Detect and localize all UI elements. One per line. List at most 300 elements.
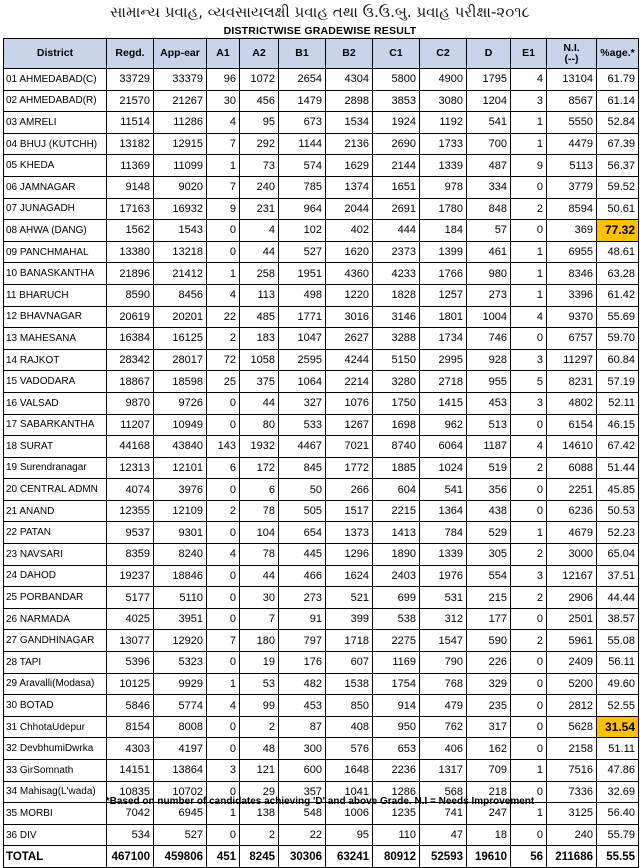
cell-regd: 4303 xyxy=(107,738,154,760)
page-title: સામાન્ય પ્રવાહ, વ્યવસાયલક્ષી પ્રવાહ તથા ઉ.ઉ.બુ. પ્રવાહ પરીક્ષા-૨૦૧૮ xyxy=(110,3,530,21)
cell-e1: 4 xyxy=(511,69,547,91)
cell-a1: 0 xyxy=(207,587,240,609)
cell-a2: 44 xyxy=(240,392,279,414)
cell-a2: 180 xyxy=(240,630,279,652)
cell-regd: 14151 xyxy=(107,760,154,782)
col-header-a2: A2 xyxy=(240,39,279,69)
cell-appear: 10702 xyxy=(154,781,207,803)
cell-a1: 0 xyxy=(207,608,240,630)
cell-a1: 0 xyxy=(207,738,240,760)
cell-a1: 1 xyxy=(207,803,240,825)
cell-appear: 5323 xyxy=(154,652,207,674)
cell-a2: 95 xyxy=(240,112,279,134)
cell-appear: 1543 xyxy=(154,220,207,242)
cell-e1: 0 xyxy=(511,695,547,717)
cell-pct: 52.55 xyxy=(597,695,639,717)
cell-e1: 0 xyxy=(511,414,547,436)
cell-b1: 654 xyxy=(279,522,326,544)
cell-e1: 0 xyxy=(511,220,547,242)
table-row xyxy=(4,198,639,220)
cell-b2: 1296 xyxy=(326,544,373,566)
cell-e1: 0 xyxy=(511,608,547,630)
cell-b2: 4304 xyxy=(326,69,373,91)
cell-district: 13 MAHESANA xyxy=(4,328,107,350)
cell-regd: 44168 xyxy=(107,436,154,458)
cell-c2: 1766 xyxy=(420,263,467,285)
cell-regd: 5396 xyxy=(107,652,154,674)
cell-d: 541 xyxy=(467,112,511,134)
cell-c1: 1828 xyxy=(373,284,420,306)
cell-regd: 7042 xyxy=(107,803,154,825)
table-row xyxy=(4,371,639,393)
cell-pct: 32.69 xyxy=(597,781,639,803)
cell-b1: 1951 xyxy=(279,263,326,285)
cell-ni: 2251 xyxy=(547,479,597,501)
result-table xyxy=(3,38,639,868)
cell-d: 356 xyxy=(467,479,511,501)
col-header-percentage: %age.* xyxy=(597,39,639,69)
cell-e1: 3 xyxy=(511,392,547,414)
cell-regd: 21896 xyxy=(107,263,154,285)
cell-c2: 406 xyxy=(420,738,467,760)
cell-appear: 4197 xyxy=(154,738,207,760)
cell-b1: 273 xyxy=(279,587,326,609)
cell-a1: 3 xyxy=(207,760,240,782)
cell-regd: 8359 xyxy=(107,544,154,566)
cell-a1: 0 xyxy=(207,392,240,414)
cell-e1: 0 xyxy=(511,176,547,198)
cell-c2: 312 xyxy=(420,608,467,630)
cell-c1: 2275 xyxy=(373,630,420,652)
cell-ni: 369 xyxy=(547,220,597,242)
cell-ni: 5550 xyxy=(547,112,597,134)
cell-appear: 9020 xyxy=(154,176,207,198)
cell-pct: 38.57 xyxy=(597,608,639,630)
cell-c1: 653 xyxy=(373,738,420,760)
col-header-a1: A1 xyxy=(207,39,240,69)
cell-c1: 8740 xyxy=(373,436,420,458)
cell-c2: 541 xyxy=(420,479,467,501)
cell-e1: 1 xyxy=(511,133,547,155)
cell-c1: 110 xyxy=(373,824,420,846)
cell-b2: 850 xyxy=(326,695,373,717)
cell-b2: 576 xyxy=(326,738,373,760)
cell-b1: 1047 xyxy=(279,328,326,350)
table-row xyxy=(4,522,639,544)
cell-d: 980 xyxy=(467,263,511,285)
cell-e1: 0 xyxy=(511,824,547,846)
cell-a1: 4 xyxy=(207,544,240,566)
cell-district: 33 GirSomnath xyxy=(4,760,107,782)
cell-b1: 964 xyxy=(279,198,326,220)
cell-d: 329 xyxy=(467,673,511,695)
cell-d: 700 xyxy=(467,133,511,155)
cell-a1: 7 xyxy=(207,176,240,198)
total-ni: 211686 xyxy=(547,846,597,868)
cell-appear: 13864 xyxy=(154,760,207,782)
cell-e1: 1 xyxy=(511,760,547,782)
total-b2: 63241 xyxy=(326,846,373,868)
cell-ni: 240 xyxy=(547,824,597,846)
cell-appear: 9726 xyxy=(154,392,207,414)
cell-e1: 0 xyxy=(511,738,547,760)
cell-a2: 99 xyxy=(240,695,279,717)
cell-regd: 9148 xyxy=(107,176,154,198)
cell-d: 848 xyxy=(467,198,511,220)
cell-c1: 1754 xyxy=(373,673,420,695)
cell-c2: 4900 xyxy=(420,69,467,91)
cell-a2: 7 xyxy=(240,608,279,630)
total-c2: 52593 xyxy=(420,846,467,868)
cell-b2: 266 xyxy=(326,479,373,501)
cell-a1: 0 xyxy=(207,220,240,242)
cell-b2: 95 xyxy=(326,824,373,846)
cell-c1: 2373 xyxy=(373,241,420,263)
cell-district: 21 ANAND xyxy=(4,500,107,522)
cell-ni: 6757 xyxy=(547,328,597,350)
cell-c2: 1024 xyxy=(420,457,467,479)
cell-pct: 77.32 xyxy=(597,220,639,242)
cell-c2: 479 xyxy=(420,695,467,717)
cell-district: 34 Mahisag(L'wada) xyxy=(4,781,107,803)
col-header-e1: E1 xyxy=(511,39,547,69)
cell-d: 317 xyxy=(467,716,511,738)
cell-district: 19 Surendranagar xyxy=(4,457,107,479)
cell-regd: 11207 xyxy=(107,414,154,436)
cell-b2: 1374 xyxy=(326,176,373,198)
cell-regd: 9537 xyxy=(107,522,154,544)
cell-e1: 0 xyxy=(511,500,547,522)
cell-ni: 14610 xyxy=(547,436,597,458)
table-row xyxy=(4,500,639,522)
cell-b1: 2595 xyxy=(279,349,326,371)
cell-pct: 45.85 xyxy=(597,479,639,501)
cell-d: 226 xyxy=(467,652,511,674)
cell-c2: 1415 xyxy=(420,392,467,414)
cell-d: 215 xyxy=(467,587,511,609)
cell-a1: 4 xyxy=(207,695,240,717)
cell-pct: 55.69 xyxy=(597,306,639,328)
cell-d: 162 xyxy=(467,738,511,760)
col-header-b1: B1 xyxy=(279,39,326,69)
cell-regd: 13380 xyxy=(107,241,154,263)
cell-district: 14 RAJKOT xyxy=(4,349,107,371)
cell-ni: 2501 xyxy=(547,608,597,630)
cell-b1: 102 xyxy=(279,220,326,242)
cell-regd: 8590 xyxy=(107,284,154,306)
cell-pct: 37.51 xyxy=(597,565,639,587)
cell-regd: 4025 xyxy=(107,608,154,630)
cell-b2: 1620 xyxy=(326,241,373,263)
cell-a2: 2 xyxy=(240,824,279,846)
cell-appear: 18846 xyxy=(154,565,207,587)
total-row xyxy=(4,846,639,868)
table-row xyxy=(4,695,639,717)
cell-b2: 3016 xyxy=(326,306,373,328)
cell-c1: 1924 xyxy=(373,112,420,134)
cell-d: 746 xyxy=(467,328,511,350)
cell-ni: 3125 xyxy=(547,803,597,825)
cell-pct: 67.42 xyxy=(597,436,639,458)
col-header-c2: C2 xyxy=(420,39,467,69)
cell-regd: 20619 xyxy=(107,306,154,328)
cell-d: 928 xyxy=(467,349,511,371)
table-row xyxy=(4,824,639,846)
cell-regd: 12313 xyxy=(107,457,154,479)
cell-e1: 2 xyxy=(511,198,547,220)
cell-b2: 1517 xyxy=(326,500,373,522)
cell-c2: 568 xyxy=(420,781,467,803)
cell-c1: 950 xyxy=(373,716,420,738)
cell-d: 177 xyxy=(467,608,511,630)
cell-a2: 19 xyxy=(240,652,279,674)
cell-ni: 2409 xyxy=(547,652,597,674)
cell-ni: 6955 xyxy=(547,241,597,263)
total-e1: 56 xyxy=(511,846,547,868)
cell-a2: 1072 xyxy=(240,69,279,91)
cell-pct: 55.08 xyxy=(597,630,639,652)
cell-e1: 3 xyxy=(511,565,547,587)
cell-d: 1204 xyxy=(467,90,511,112)
cell-b1: 176 xyxy=(279,652,326,674)
cell-d: 487 xyxy=(467,155,511,177)
cell-b1: 533 xyxy=(279,414,326,436)
cell-appear: 11099 xyxy=(154,155,207,177)
cell-b1: 1771 xyxy=(279,306,326,328)
cell-a1: 1 xyxy=(207,673,240,695)
cell-c2: 2718 xyxy=(420,371,467,393)
cell-c1: 5150 xyxy=(373,349,420,371)
cell-e1: 0 xyxy=(511,673,547,695)
table-row xyxy=(4,414,639,436)
cell-a1: 7 xyxy=(207,133,240,155)
cell-regd: 11369 xyxy=(107,155,154,177)
cell-district: 12 BHAVNAGAR xyxy=(4,306,107,328)
cell-ni: 6154 xyxy=(547,414,597,436)
cell-regd: 16384 xyxy=(107,328,154,350)
cell-b2: 2627 xyxy=(326,328,373,350)
total-regd: 467100 xyxy=(107,846,154,868)
cell-a2: 44 xyxy=(240,565,279,587)
cell-a2: 2 xyxy=(240,716,279,738)
cell-district: 08 AHWA (DANG) xyxy=(4,220,107,242)
cell-regd: 5846 xyxy=(107,695,154,717)
table-row xyxy=(4,349,639,371)
cell-appear: 12101 xyxy=(154,457,207,479)
table-row xyxy=(4,587,639,609)
cell-b2: 1076 xyxy=(326,392,373,414)
cell-ni: 9370 xyxy=(547,306,597,328)
cell-b1: 482 xyxy=(279,673,326,695)
cell-a1: 1 xyxy=(207,155,240,177)
cell-district: 30 BOTAD xyxy=(4,695,107,717)
col-header-appear: App-ear xyxy=(154,39,207,69)
table-row xyxy=(4,220,639,242)
cell-c2: 762 xyxy=(420,716,467,738)
cell-c2: 1364 xyxy=(420,500,467,522)
cell-a1: 25 xyxy=(207,371,240,393)
cell-c1: 444 xyxy=(373,220,420,242)
col-header-ni: N.I. (--) xyxy=(547,39,597,69)
cell-b1: 327 xyxy=(279,392,326,414)
table-row xyxy=(4,652,639,674)
cell-regd: 19237 xyxy=(107,565,154,587)
footnote: *Based on number of candidates achieving 'D' and above Grade. N.I = Needs Improvement xyxy=(105,796,535,807)
cell-d: 513 xyxy=(467,414,511,436)
cell-ni: 8567 xyxy=(547,90,597,112)
cell-e1: 0 xyxy=(511,328,547,350)
cell-c2: 184 xyxy=(420,220,467,242)
cell-district: 23 NAVSARI xyxy=(4,544,107,566)
cell-a1: 0 xyxy=(207,781,240,803)
cell-b2: 399 xyxy=(326,608,373,630)
cell-pct: 48.61 xyxy=(597,241,639,263)
cell-c1: 1750 xyxy=(373,392,420,414)
cell-appear: 6945 xyxy=(154,803,207,825)
table-row xyxy=(4,457,639,479)
cell-appear: 13218 xyxy=(154,241,207,263)
cell-a1: 0 xyxy=(207,241,240,263)
cell-a2: 1058 xyxy=(240,349,279,371)
total-c1: 80912 xyxy=(373,846,420,868)
cell-appear: 33379 xyxy=(154,69,207,91)
cell-c1: 2215 xyxy=(373,500,420,522)
cell-b1: 574 xyxy=(279,155,326,177)
cell-b1: 357 xyxy=(279,781,326,803)
cell-ni: 4479 xyxy=(547,133,597,155)
cell-a1: 96 xyxy=(207,69,240,91)
cell-d: 709 xyxy=(467,760,511,782)
cell-ni: 7336 xyxy=(547,781,597,803)
cell-b1: 785 xyxy=(279,176,326,198)
cell-b2: 1629 xyxy=(326,155,373,177)
table-row xyxy=(4,176,639,198)
table-row xyxy=(4,630,639,652)
cell-c1: 5800 xyxy=(373,69,420,91)
cell-regd: 534 xyxy=(107,824,154,846)
cell-district: 28 TAPI xyxy=(4,652,107,674)
cell-c2: 1976 xyxy=(420,565,467,587)
cell-c1: 2236 xyxy=(373,760,420,782)
cell-district: 32 DevbhumiDwrka xyxy=(4,738,107,760)
cell-regd: 12355 xyxy=(107,500,154,522)
cell-a1: 0 xyxy=(207,824,240,846)
cell-district: 10 BANASKANTHA xyxy=(4,263,107,285)
cell-a1: 0 xyxy=(207,716,240,738)
cell-appear: 12920 xyxy=(154,630,207,652)
cell-appear: 8008 xyxy=(154,716,207,738)
cell-pct: 56.37 xyxy=(597,155,639,177)
cell-regd: 13077 xyxy=(107,630,154,652)
cell-b1: 91 xyxy=(279,608,326,630)
cell-c2: 1339 xyxy=(420,544,467,566)
cell-ni: 6088 xyxy=(547,457,597,479)
cell-pct: 31.54 xyxy=(597,716,639,738)
cell-district: 31 ChhotaUdepur xyxy=(4,716,107,738)
cell-ni: 2812 xyxy=(547,695,597,717)
cell-b2: 408 xyxy=(326,716,373,738)
cell-a2: 4 xyxy=(240,220,279,242)
cell-district: 22 PATAN xyxy=(4,522,107,544)
cell-a1: 72 xyxy=(207,349,240,371)
table-row xyxy=(4,133,639,155)
cell-b1: 2654 xyxy=(279,69,326,91)
col-header-regd: Regd. xyxy=(107,39,154,69)
cell-b1: 1144 xyxy=(279,133,326,155)
total-d: 19610 xyxy=(467,846,511,868)
cell-district: 27 GANDHINAGAR xyxy=(4,630,107,652)
cell-district: 02 AHMEDABAD(R) xyxy=(4,90,107,112)
cell-d: 1795 xyxy=(467,69,511,91)
cell-a2: 78 xyxy=(240,544,279,566)
cell-b2: 1267 xyxy=(326,414,373,436)
cell-b2: 402 xyxy=(326,220,373,242)
table-row xyxy=(4,479,639,501)
cell-a1: 2 xyxy=(207,500,240,522)
table-row xyxy=(4,306,639,328)
cell-c1: 2403 xyxy=(373,565,420,587)
cell-a1: 7 xyxy=(207,630,240,652)
cell-regd: 17163 xyxy=(107,198,154,220)
cell-pct: 52.84 xyxy=(597,112,639,134)
cell-district: 15 VADODARA xyxy=(4,371,107,393)
cell-a2: 183 xyxy=(240,328,279,350)
cell-pct: 55.79 xyxy=(597,824,639,846)
cell-b2: 1624 xyxy=(326,565,373,587)
cell-b2: 2214 xyxy=(326,371,373,393)
cell-d: 461 xyxy=(467,241,511,263)
cell-c1: 2691 xyxy=(373,198,420,220)
cell-b2: 4360 xyxy=(326,263,373,285)
cell-ni: 8594 xyxy=(547,198,597,220)
cell-a2: 104 xyxy=(240,522,279,544)
table-row xyxy=(4,760,639,782)
cell-c1: 538 xyxy=(373,608,420,630)
cell-c2: 1339 xyxy=(420,155,467,177)
cell-a1: 0 xyxy=(207,414,240,436)
cell-pct: 56.40 xyxy=(597,803,639,825)
cell-pct: 56.11 xyxy=(597,652,639,674)
cell-a2: 121 xyxy=(240,760,279,782)
cell-appear: 12915 xyxy=(154,133,207,155)
cell-appear: 20201 xyxy=(154,306,207,328)
cell-b1: 498 xyxy=(279,284,326,306)
cell-b2: 1538 xyxy=(326,673,373,695)
cell-district: 03 AMRELI xyxy=(4,112,107,134)
cell-district: 29 Aravalli(Modasa) xyxy=(4,673,107,695)
cell-pct: 52.23 xyxy=(597,522,639,544)
cell-ni: 4802 xyxy=(547,392,597,414)
cell-pct: 46.15 xyxy=(597,414,639,436)
cell-appear: 21267 xyxy=(154,90,207,112)
cell-d: 247 xyxy=(467,803,511,825)
cell-a1: 0 xyxy=(207,479,240,501)
cell-b1: 466 xyxy=(279,565,326,587)
cell-a2: 113 xyxy=(240,284,279,306)
cell-b1: 4467 xyxy=(279,436,326,458)
col-header-district: District xyxy=(4,39,107,69)
col-header-c1: C1 xyxy=(373,39,420,69)
cell-a2: 80 xyxy=(240,414,279,436)
cell-regd: 10835 xyxy=(107,781,154,803)
cell-ni: 5961 xyxy=(547,630,597,652)
table-row xyxy=(4,328,639,350)
table-row xyxy=(4,436,639,458)
cell-a1: 30 xyxy=(207,90,240,112)
cell-pct: 50.53 xyxy=(597,500,639,522)
cell-pct: 52.11 xyxy=(597,392,639,414)
cell-e1: 0 xyxy=(511,479,547,501)
